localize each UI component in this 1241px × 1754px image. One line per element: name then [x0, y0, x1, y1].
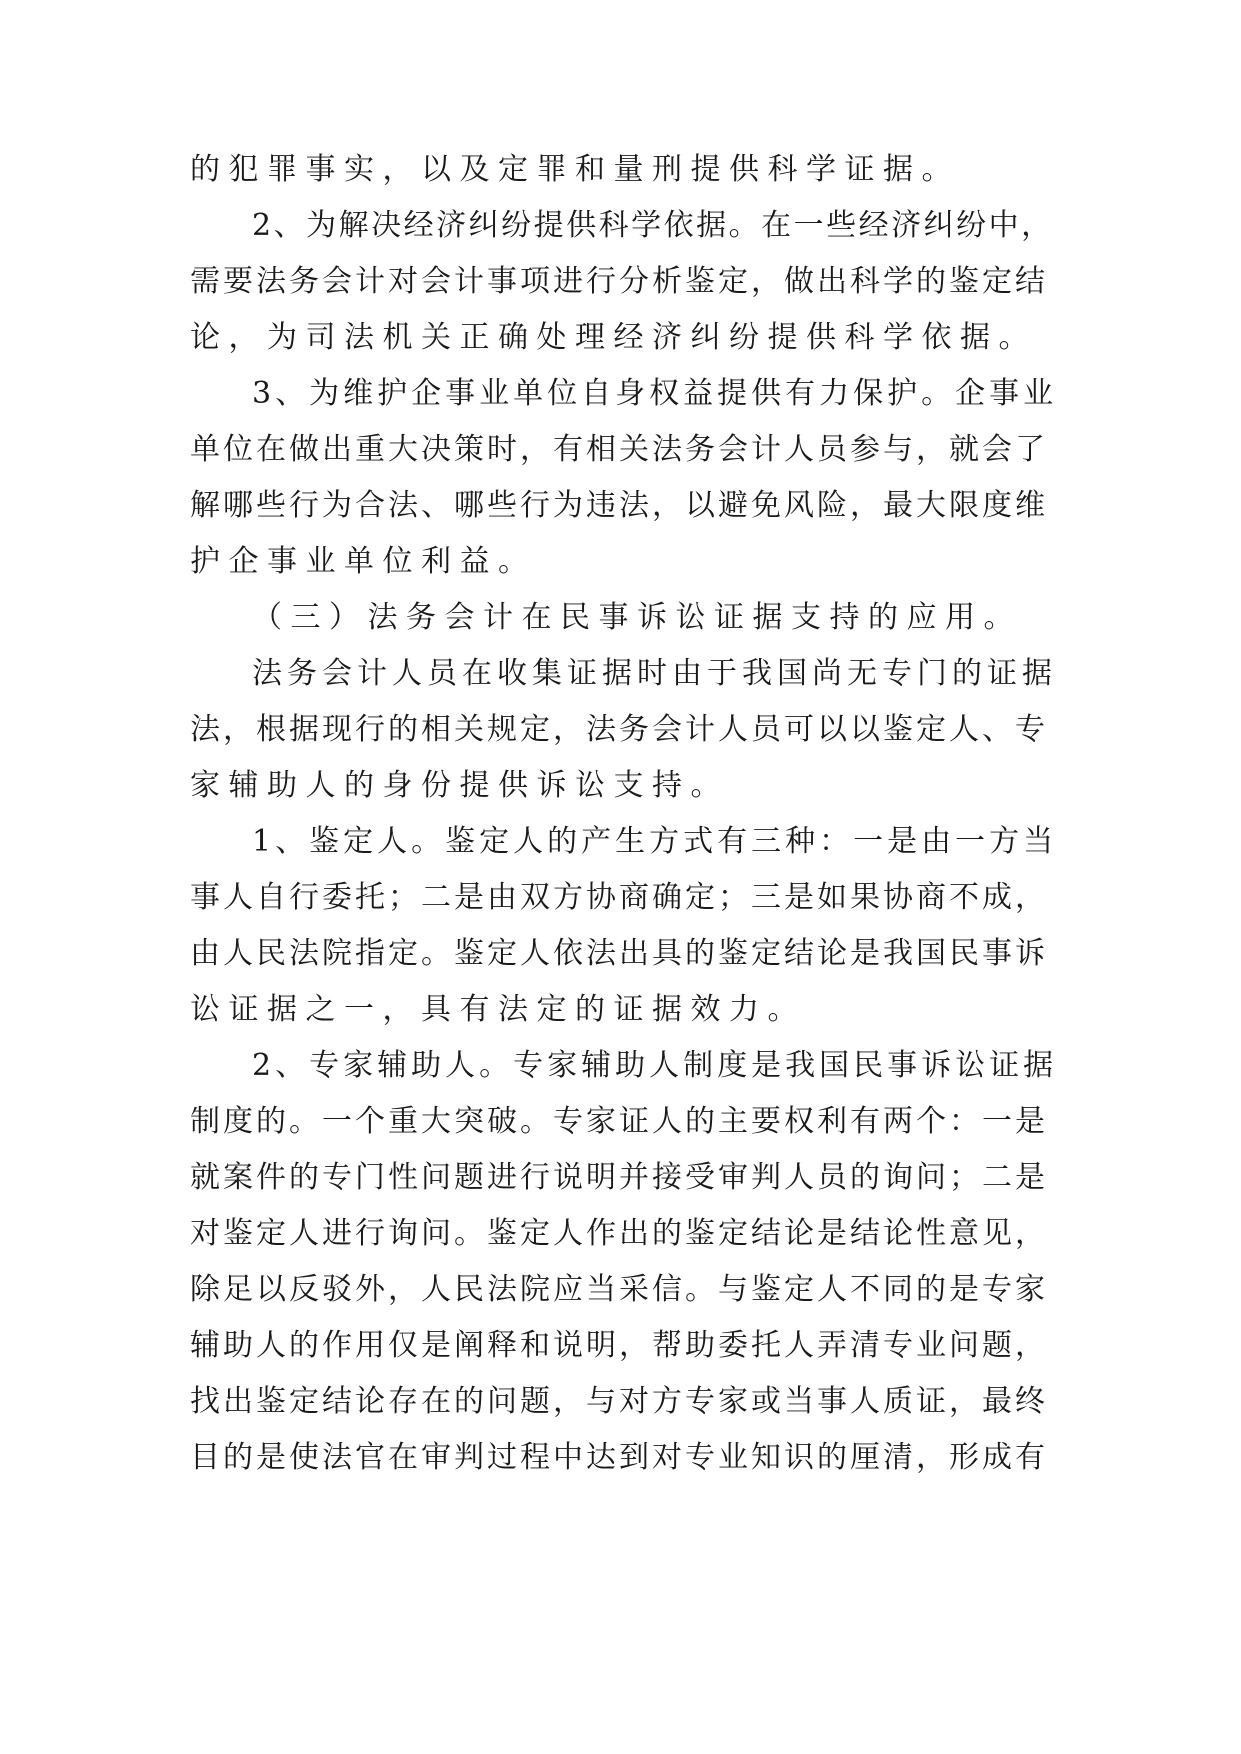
text-line-23: 找出鉴定结论存在的问题，与对方专家或当事人质证，最终	[190, 1384, 1048, 1419]
text-line-4: 论，为司法机关正确处理经济纠纷提供科学依据。	[190, 320, 1037, 355]
text-line-8: 护企事业单位利益。	[190, 544, 537, 579]
text-line-17: 2、专家辅助人。专家辅助人制度是我国民事诉讼证据	[252, 1048, 1058, 1083]
text-line-2: 2、为解决经济纠纷提供科学依据。在一些经济纠纷中，	[252, 208, 1054, 243]
text-line-11: 法，根据现行的相关规定，法务会计人员可以以鉴定人、专	[190, 712, 1048, 747]
text-line-15: 由人民法院指定。鉴定人依法出具的鉴定结论是我国民事诉	[190, 936, 1048, 971]
text-line-10: 法务会计人员在收集证据时由于我国尚无专门的证据	[252, 656, 1057, 691]
text-line-22: 辅助人的作用仅是阐释和说明，帮助委托人弄清专业问题，	[190, 1328, 1048, 1363]
section-heading: （三）法务会计在民事诉讼证据支持的应用。	[252, 600, 1022, 635]
text-line-1: 的犯罪事实，以及定罪和量刑提供科学证据。	[190, 152, 960, 187]
text-line-18: 制度的。一个重大突破。专家证人的主要权利有两个：一是	[190, 1104, 1048, 1139]
text-line-19: 就案件的专门性问题进行说明并接受审判人员的询问；二是	[190, 1160, 1048, 1195]
text-line-24: 目的是使法官在审判过程中达到对专业知识的厘清，形成有	[190, 1440, 1048, 1475]
text-line-6: 单位在做出重大决策时，有相关法务会计人员参与，就会了	[190, 432, 1048, 467]
text-line-12: 家辅助人的身份提供诉讼支持。	[190, 768, 729, 803]
text-line-20: 对鉴定人进行询问。鉴定人作出的鉴定结论是结论性意见，	[190, 1216, 1048, 1251]
text-line-3: 需要法务会计对会计事项进行分析鉴定，做出科学的鉴定结	[190, 264, 1048, 299]
text-line-21: 除足以反驳外，人民法院应当采信。与鉴定人不同的是专家	[190, 1272, 1048, 1307]
text-line-5: 3、为维护企事业单位自身权益提供有力保护。企事业	[252, 376, 1058, 411]
text-line-7: 解哪些行为合法、哪些行为违法，以避免风险，最大限度维	[190, 488, 1048, 523]
text-line-14: 事人自行委托；二是由双方协商确定；三是如果协商不成，	[190, 880, 1048, 915]
text-line-13: 1、鉴定人。鉴定人的产生方式有三种：一是由一方当	[252, 824, 1058, 859]
text-line-16: 讼证据之一，具有法定的证据效力。	[190, 992, 806, 1027]
